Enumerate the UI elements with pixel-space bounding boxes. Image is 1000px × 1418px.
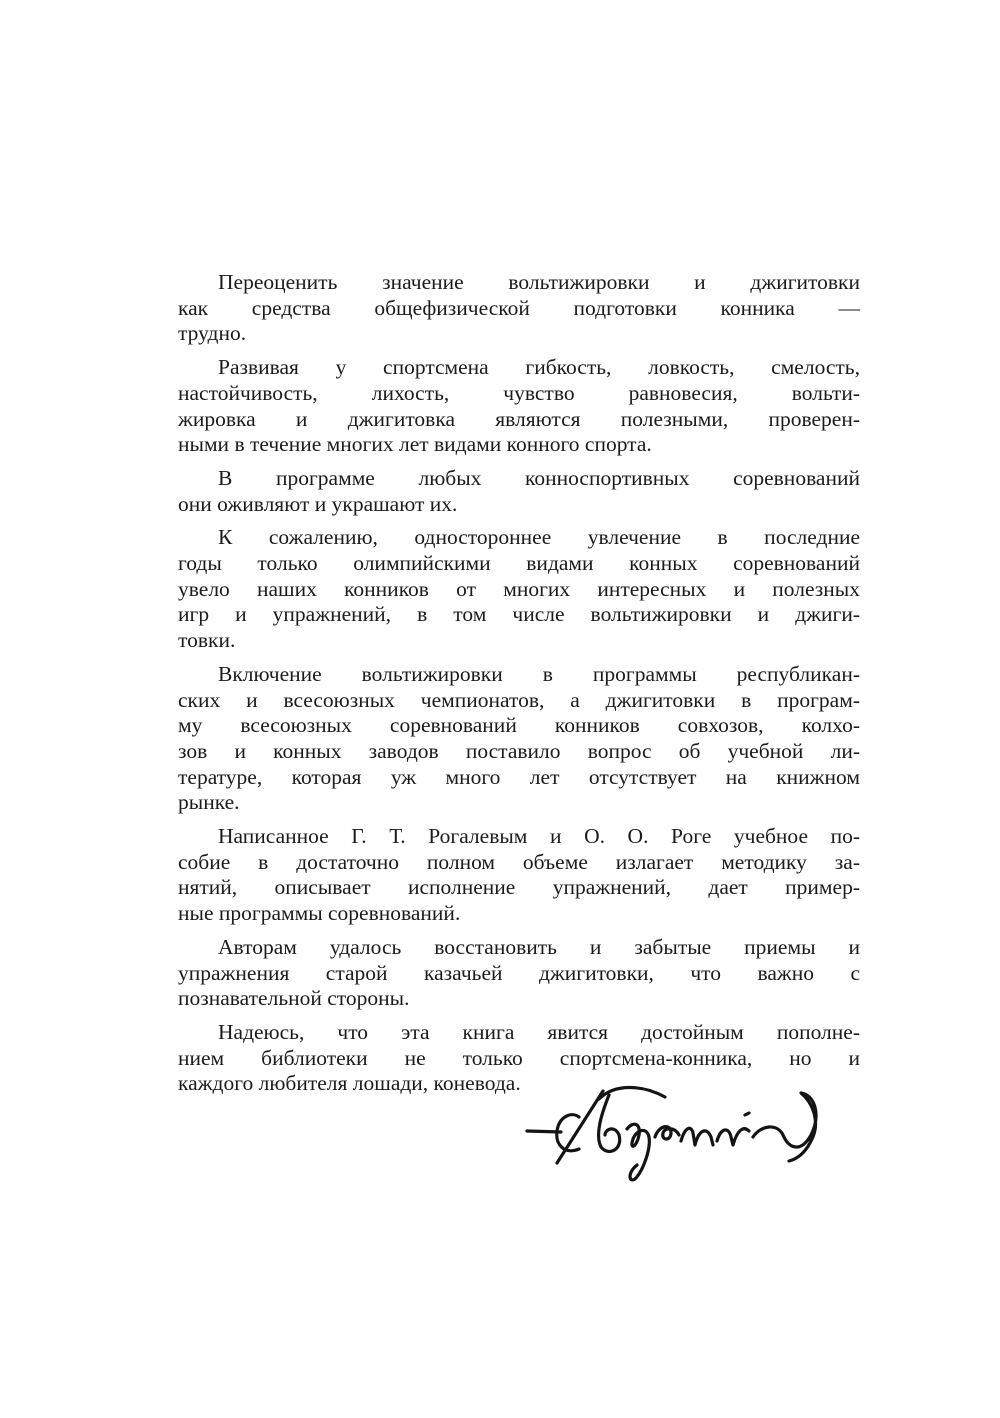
text-line: Включение вольтижировки в программы республикан- [218, 661, 860, 686]
text-line: рынке. [178, 790, 240, 815]
handwritten-signature [515, 1075, 845, 1195]
text-line: В программе любых конноспортивных соревнований [218, 465, 860, 490]
text-line: Авторам удалось восстановить и забытые приемы и [218, 934, 860, 959]
text-line: познавательной стороны. [178, 986, 410, 1011]
text-line: зов и конных заводов поставило вопрос об учебной ли- [178, 738, 860, 763]
paragraph [178, 355, 860, 458]
paragraph [178, 525, 860, 654]
text-line: Переоценить значение вольтижировки и джигитовки [218, 270, 860, 294]
text-line: они оживляют и украшают их. [178, 491, 458, 516]
text-line: Написанное Г. Т. Рогалевым и О. О. Роге учебное по- [218, 824, 860, 849]
text-line: тературе, которая уж много лет отсутствует на книжном [178, 764, 860, 789]
text-line: собие в достаточно полном объеме излагает методику за- [178, 849, 860, 874]
text-line: настойчивость, лихость, чувство равновесия, вольти- [178, 380, 860, 405]
paragraph [178, 935, 860, 1012]
paragraph [178, 824, 860, 927]
text-line: ные программы соревнований. [178, 901, 461, 926]
text-line: му всесоюзных соревнований конников совхозов, колхо- [178, 713, 860, 738]
text-line: К сожалению, одностороннее увлечение в последние [218, 525, 860, 550]
text-line: трудно. [178, 321, 247, 346]
text-line: упражнения старой казачьей джигитовки, что важно с [178, 960, 860, 985]
text-line: нием библиотеки не только спортсмена-конника, но и [178, 1045, 860, 1070]
text-line: ских и всесоюзных чемпионатов, а джигитовки в програм- [178, 687, 860, 712]
text-line: жировка и джигитовка являются полезными, проверен- [178, 406, 860, 431]
paragraph [178, 466, 860, 517]
text-line: Надеюсь, что эта книга явится достойным пополне- [218, 1019, 860, 1044]
text-line: ными в течение многих лет видами конного спорта. [178, 432, 652, 457]
text-line: как средства общефизической подготовки конника — [178, 295, 860, 320]
text-line: годы только олимпийскими видами конных соревнований [178, 551, 860, 576]
text-line: каждого любителя лошади, коневода. [178, 1071, 521, 1096]
text-line: товки. [178, 628, 236, 653]
text-line: Развивая у спортсмена гибкость, ловкость, смелость, [218, 355, 860, 380]
text-line: увело наших конников от многих интересных и полезных [178, 576, 860, 601]
text-line: игр и упражнений, в том числе вольтижировки и джиги- [178, 602, 860, 627]
foreword-text [178, 270, 860, 1105]
paragraph [178, 270, 860, 347]
text-line: нятий, описывает исполнение упражнений, дает пример- [178, 875, 860, 900]
paragraph [178, 662, 860, 816]
